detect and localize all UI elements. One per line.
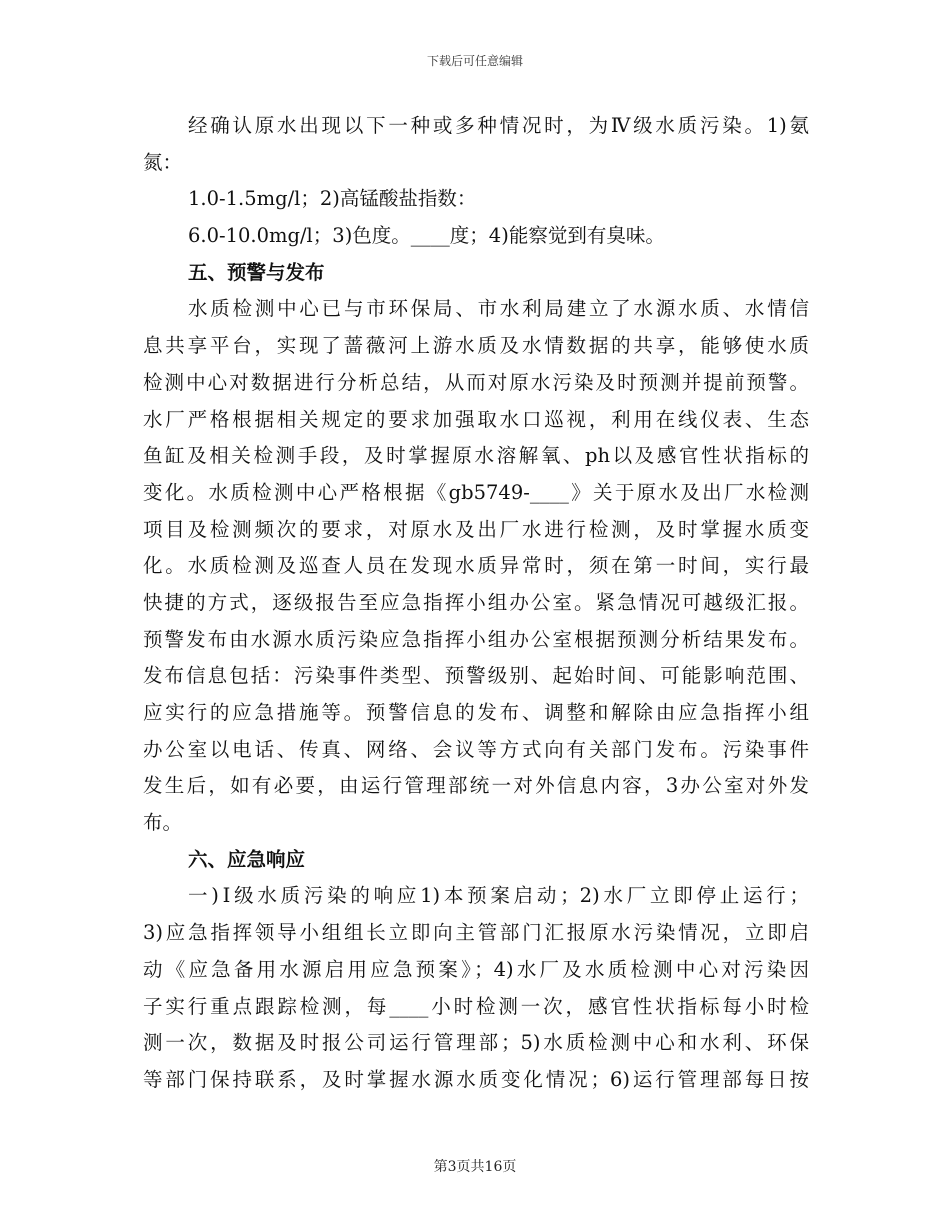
body-text-line: 氮： bbox=[143, 150, 183, 174]
page-header: 下载后可任意编辑 bbox=[426, 54, 523, 68]
document-body bbox=[143, 108, 809, 1099]
body-text-line: 项目及检测频次的要求，对原水及出厂水进行检测，及时掌握水质变 bbox=[143, 517, 809, 541]
body-text-line: 化。水质检测及巡查人员在发现水质异常时，须在第一时间，实行最 bbox=[143, 554, 809, 578]
body-text-line: 发布信息包括：污染事件类型、预警级别、起始时间、可能影响范围、 bbox=[143, 664, 809, 688]
body-text-line: 办公室以电话、传真、网络、会议等方式向有关部门发布。污染事件 bbox=[143, 737, 809, 761]
body-text-line: 快捷的方式，逐级报告至应急指挥小组办公室。紧急情况可越级汇报。 bbox=[143, 590, 809, 614]
body-text-line: 变化。水质检测中心严格根据《gb5749-____》关于原水及出厂水检测 bbox=[143, 480, 809, 504]
body-text-line: 测一次，数据及时报公司运行管理部；5)水质检测中心和水利、环保 bbox=[143, 1031, 809, 1055]
body-text-line: 子实行重点跟踪检测，每____小时检测一次，感官性状指标每小时检 bbox=[143, 994, 809, 1018]
body-text-line: 水厂严格根据相关规定的要求加强取水口巡视，利用在线仪表、生态 bbox=[143, 407, 809, 431]
body-text-line: 1.0-1.5mg/l；2)高锰酸盐指数： bbox=[188, 187, 477, 211]
body-text-line: 发生后，如有必要，由运行管理部统一对外信息内容，3办公室对外发 bbox=[143, 774, 809, 798]
body-text-line: 3)应急指挥领导小组组长立即向主管部门汇报原水污染情况，立即启 bbox=[143, 921, 809, 945]
body-text-line: 水质检测中心已与市环保局、市水利局建立了水源水质、水情信 bbox=[188, 297, 809, 321]
body-text-line: 动《应急备用水源启用应急预案》；4)水厂及水质检测中心对污染因 bbox=[143, 957, 809, 981]
body-text-line: 鱼缸及相关检测手段，及时掌握原水溶解氧、ph以及感官性状指标的 bbox=[143, 444, 809, 468]
section-heading: 五、预警与发布 bbox=[188, 260, 325, 284]
body-text-line: 经确认原水出现以下一种或多种情况时，为Ⅳ级水质污染。1)氨 bbox=[188, 114, 809, 137]
body-text-line: 等部门保持联系，及时掌握水源水质变化情况；6)运行管理部每日按 bbox=[143, 1067, 809, 1091]
section-heading: 六、应急响应 bbox=[188, 847, 306, 871]
body-text-line: 息共享平台，实现了蔷薇河上游水质及水情数据的共享，能够使水质 bbox=[143, 334, 809, 358]
body-text-line: 预警发布由水源水质污染应急指挥小组办公室根据预测分析结果发布。 bbox=[143, 627, 809, 651]
body-text-line: 应实行的应急措施等。预警信息的发布、调整和解除由应急指挥小组 bbox=[143, 701, 809, 724]
body-text-line: 6.0-10.0mg/l；3)色度。____度；4)能察觉到有臭味。 bbox=[188, 224, 665, 248]
body-text-line: 检测中心对数据进行分析总结，从而对原水污染及时预测并提前预警。 bbox=[143, 370, 809, 394]
body-text-line: 布。 bbox=[143, 811, 183, 835]
page-footer: 第3页共16页 bbox=[433, 1159, 517, 1175]
body-text-line: 一)Ⅰ级水质污染的响应1)本预案启动；2)水厂立即停止运行； bbox=[188, 884, 809, 908]
